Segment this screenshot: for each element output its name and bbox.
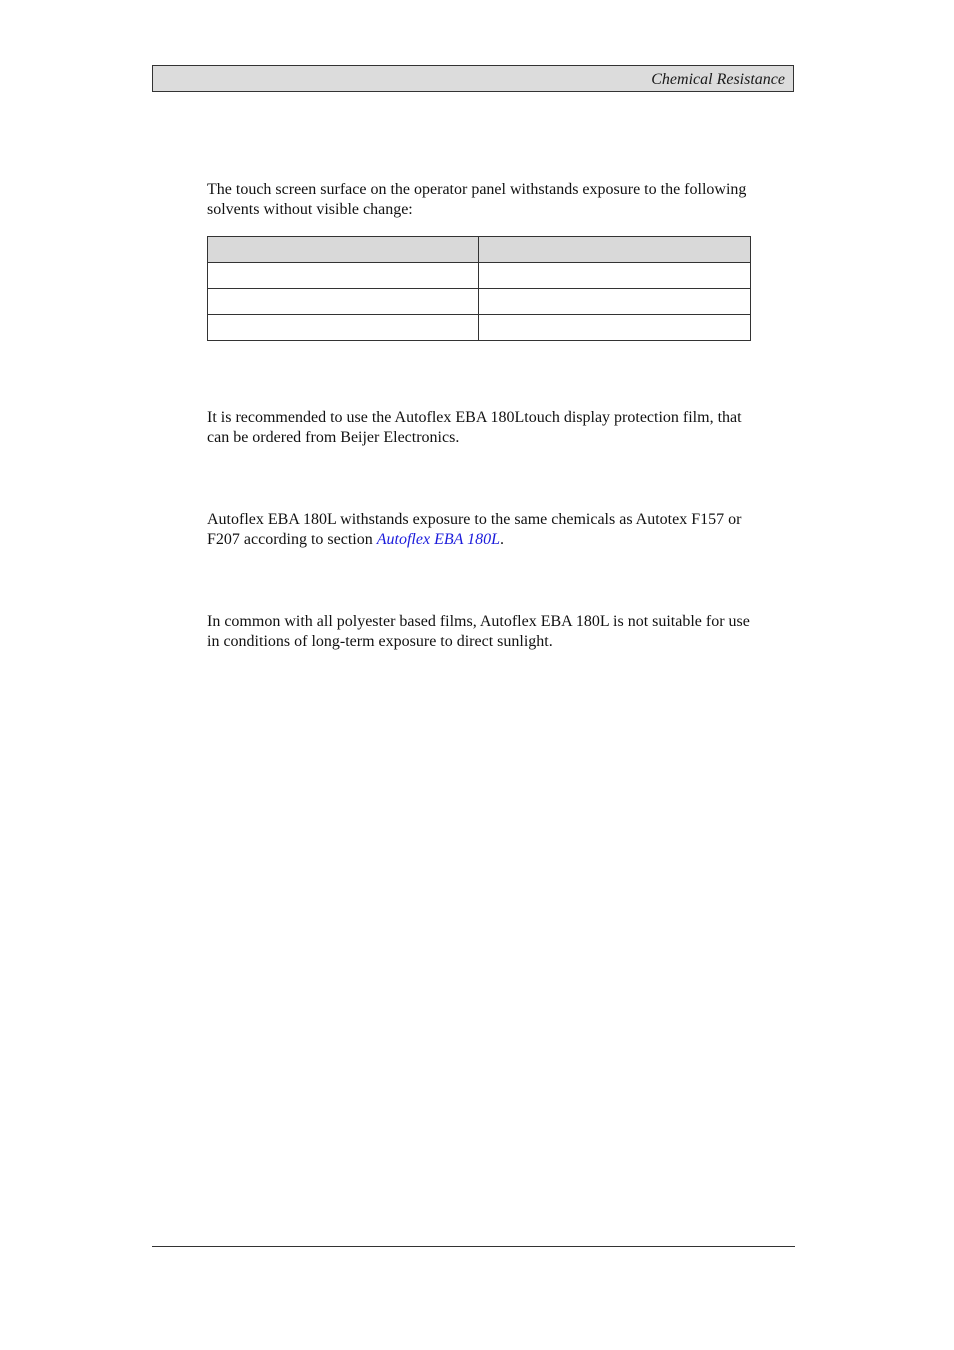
- table-header-row: [208, 237, 751, 263]
- table-header-cell: [479, 237, 751, 263]
- table-header-cell: [208, 237, 479, 263]
- paragraph-text: Autoflex EBA 180L withstands exposure to the same chemicals as Autotex F157 or F207 according to section: [207, 511, 742, 548]
- protection-film-paragraph: It is recommended to use the Autoflex EBA 180Ltouch display protection film, that can be ordered from Beijer Electronics.: [207, 409, 742, 446]
- table-cell: [479, 289, 751, 315]
- table-cell: [208, 289, 479, 315]
- solvents-table: [207, 236, 751, 341]
- sunlight-warning-paragraph: In common with all polyester based films, Autoflex EBA 180L is not suitable for use in conditions of long-term exposure to direct sunlight.: [207, 613, 750, 650]
- table-cell: [479, 263, 751, 289]
- footer-divider: [152, 1246, 795, 1247]
- paragraph-text: .: [500, 531, 504, 548]
- table-cell: [208, 315, 479, 341]
- chemical-reference-paragraph: [207, 510, 755, 550]
- table-cell: [479, 315, 751, 341]
- table-row: [208, 315, 751, 341]
- intro-paragraph: The touch screen surface on the operator panel withstands exposure to the following solvents without visible change:: [207, 181, 747, 218]
- table-row: [208, 263, 751, 289]
- table-cell: [208, 263, 479, 289]
- header-title: Chemical Resistance: [651, 71, 785, 88]
- table-row: [208, 289, 751, 315]
- section-link[interactable]: Autoflex EBA 180L: [376, 531, 500, 548]
- running-header: [152, 65, 794, 92]
